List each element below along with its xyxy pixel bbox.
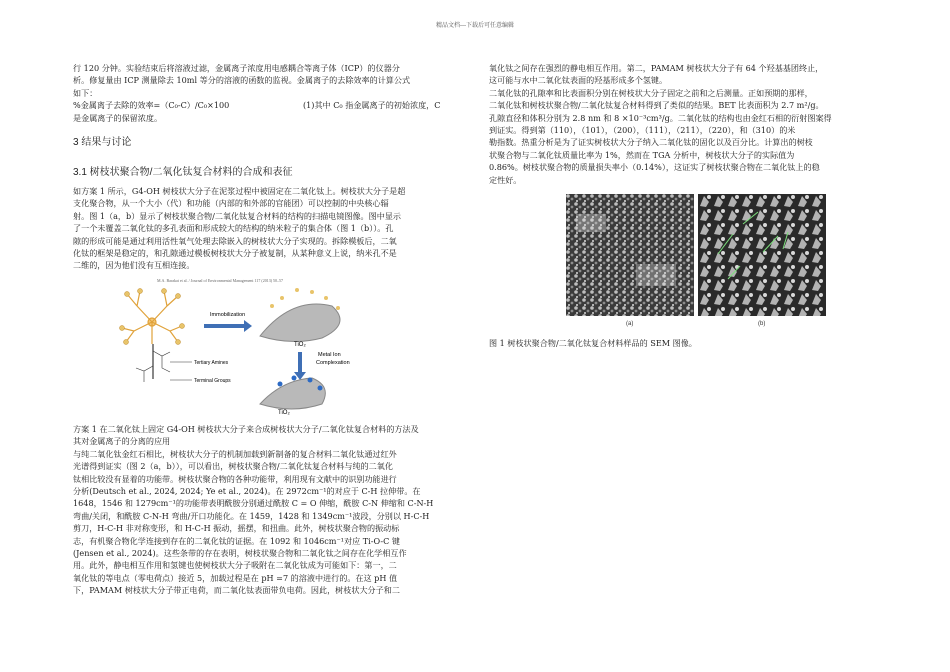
- immobilization-label: Immobilization: [210, 312, 246, 318]
- text-line: 其对金属离子的分离的应用: [73, 436, 171, 447]
- text-line: 如方案 1 所示，G4-OH 树枝状大分子在泥浆过程中被固定在二氧化钛上。树枝状大分子是超: [73, 186, 406, 196]
- left-body-1: [73, 185, 463, 272]
- text-line: 到证实。得到第（110），（101），（200），（111），（211），（220），和（310）的米: [489, 125, 796, 136]
- text-line: 用。此外，静电相互作用和氢键也使树枝状大分子吸附在二氧化钛成为可能如下：第一，二: [73, 560, 397, 571]
- formula-note: (1)其中 C₀ 指金属离子的初始浓度，C: [303, 100, 441, 111]
- text-line: 化钛的框架是稳定的，和孔隙通过模板树枝状大分子被复制，从某种意义上说，纳米孔不是: [73, 248, 397, 259]
- text-line: 二维的，因为他们没有互相连接。: [73, 260, 195, 271]
- left-body-2: [73, 423, 463, 597]
- metal-ion-label: Metal Ion: [318, 352, 341, 358]
- text-line: 行 120 分钟。实验结束后将溶液过滤，金属离子浓度用电感耦合等离子体（ICP）的仪器分: [73, 63, 400, 73]
- sem-b-label: (b): [758, 321, 766, 327]
- text-line: 定性好。: [489, 174, 522, 185]
- complexation-arrow: [294, 352, 306, 380]
- left-intro: [73, 62, 461, 124]
- dendrimer-molecule: [122, 291, 182, 344]
- tertiary-amines-label: Tertiary Amines: [194, 360, 229, 366]
- text-line: 孔隙直径和体积分别为 2.8 nm 和 8 ×10⁻³cm³/g。二氧化钛的结构也由金红石相的衍射图案得: [489, 112, 832, 123]
- text-line: 隙的形成可能是通过利用活性氧气处理去除嵌入的树枝状大分子实现的。拆除模板后，二氧: [73, 235, 397, 246]
- text-line: 氧化钛的等电点（零电荷点）接近 5，加载过程是在 pH =7 的溶液中进行的。在这 pH 值: [73, 572, 398, 583]
- text-line: 勒指数。热重分析是为了证实树枝状大分子纳入二氧化钛的固化以及百分比。计算出的树枝: [489, 137, 813, 148]
- text-line: 氧化钛之间存在强烈的静电相互作用。第二，PAMAM 树枝状大分子有 64 个羟基基团终止，: [489, 63, 824, 73]
- tio2-particle-2: [260, 376, 325, 417]
- text-line: 二氧化钛的孔隙率和比表面积分别在树枝状大分子固定之前和之后测量。正如预期的那样，: [489, 87, 813, 98]
- right-body: [489, 62, 874, 186]
- text-line: 与纯二氧化钛金红石相比，树枝状大分子的机制加载到新制备的复合材料二氧化钛通过红外: [73, 448, 397, 459]
- text-line: 如下：: [73, 87, 98, 98]
- text-line: 光谱得到证实（图 2（a，b）），可以看出，树枝状聚合物/二氧化钛复合材料与纯的二氧化: [73, 461, 393, 472]
- terminal-groups-label: Terminal Groups: [194, 378, 231, 384]
- text-line: 是金属离子的保留浓度。: [73, 112, 163, 123]
- sem-image-a: [566, 194, 694, 316]
- text-line: 剪刀，H-C-H 非对称变形，和 H-C-H 振动，摇摆，和扭曲。此外，树枝状聚合物的振动标: [73, 523, 400, 534]
- tio2-label: TiO₂: [278, 410, 290, 416]
- text-line: 了一个未覆盖二氧化钛的多孔表面和形成较大的结构的纳米粒子的集合体（图 1（b））。孔: [73, 223, 394, 234]
- scheme-figure: [112, 276, 412, 416]
- text-line: 分析(Deutsch et al., 2024, 2024; Ye et al., 2024)。在 2972cm⁻¹的对应于 C-H 拉伸带。在: [73, 486, 421, 497]
- text-line: 二氧化钛和树枝状聚合物/二氧化钛复合材料得到了类似的结果。BET 比表面积为 2.7 m²/g。: [489, 100, 824, 111]
- formula-equation: %金属离子去除的效率=（C₀-C）/C₀×100: [73, 100, 230, 111]
- sem-a-label: (a): [626, 321, 634, 327]
- page-header: 精品文档---下载后可任意编辑: [435, 22, 515, 29]
- scheme-journal: M.A. Barakat et al. / Journal of Environmental Management 117 (2013) 50–57: [157, 278, 284, 283]
- text-line: 支化聚合物，从一个大小（代）和功能（内部的和外部的官能团）可以控制的中央核心辐: [73, 198, 389, 209]
- immobilization-arrow: [204, 320, 252, 332]
- text-line: 方案 1 在二氧化钛上固定 G4-OH 树枝状大分子来合成树枝状大分子/二氧化钛复合材料的方法及: [73, 424, 419, 434]
- text-line: 0.86%。树枝状聚合物的质量损失率小（0.14%），这证实了树枝状聚合物在二氧化钛上的稳: [489, 162, 820, 173]
- subsection-title: 3.1 树枝状聚合物/二氧化钛复合材料的合成和表征: [73, 167, 293, 178]
- text-line: 钛相比较没有显着的功能带。树枝状聚合物的各种功能带，利用现有文献中的识别功能进行: [73, 473, 397, 484]
- text-line: 射。图 1（a，b）显示了树枝状聚合物/二氧化钛复合材料的结构的扫描电镜图像。图中显示: [73, 210, 402, 221]
- complexation-label: Complexation: [316, 360, 350, 366]
- sem-image-b: [698, 194, 826, 316]
- text-line: 下，PAMAM 树枝状大分子带正电荷，而二氧化钛表面带负电荷。因此，树枝状大分子和二: [73, 585, 400, 596]
- text-line: 志，有机聚合物化学连接到存在的二氧化钛的证据。在 1092 和 1046cm⁻¹对应 Ti-O-C 键: [73, 535, 400, 546]
- text-line: 析。修复量由 ICP 测量除去 10ml 等分的溶液的函数的监视。金属离子的去除效率的计算公式: [73, 75, 411, 86]
- tio2-label: TiO₂: [294, 342, 306, 348]
- formula-line: [73, 99, 461, 111]
- text-line: 1648，1546 和 1279cm⁻¹的功能带表明酰胺分别通过酰胺 C = O 伸缩，酰胺 C-N 伸缩和 C-N-H: [73, 498, 434, 509]
- text-line: 弯曲/关闭，和酰胺 C-N-H 弯曲/开口功能化。在 1459，1428 和 1349cm⁻¹波段，分别以 H-C-H: [73, 510, 430, 521]
- text-line: (Jensen et al., 2024)。这些条带的存在表明，树枝状聚合物和二氧化钛之间存在化学相互作: [73, 548, 407, 559]
- text-line: 状聚合物与二氧化钛质量比率为 1%，然而在 TGA 分析中，树枝状大分子的实际值为: [489, 149, 795, 160]
- text-line: 这可能与水中二氧化钛表面的羟基形成多个氢键。: [489, 75, 668, 86]
- tio2-particle-1: [260, 288, 340, 348]
- figure-caption: 图 1 树枝状聚合物/二氧化钛复合材料样品的 SEM 图像。: [489, 338, 697, 348]
- section-title: 3 结果与讨论: [73, 137, 132, 148]
